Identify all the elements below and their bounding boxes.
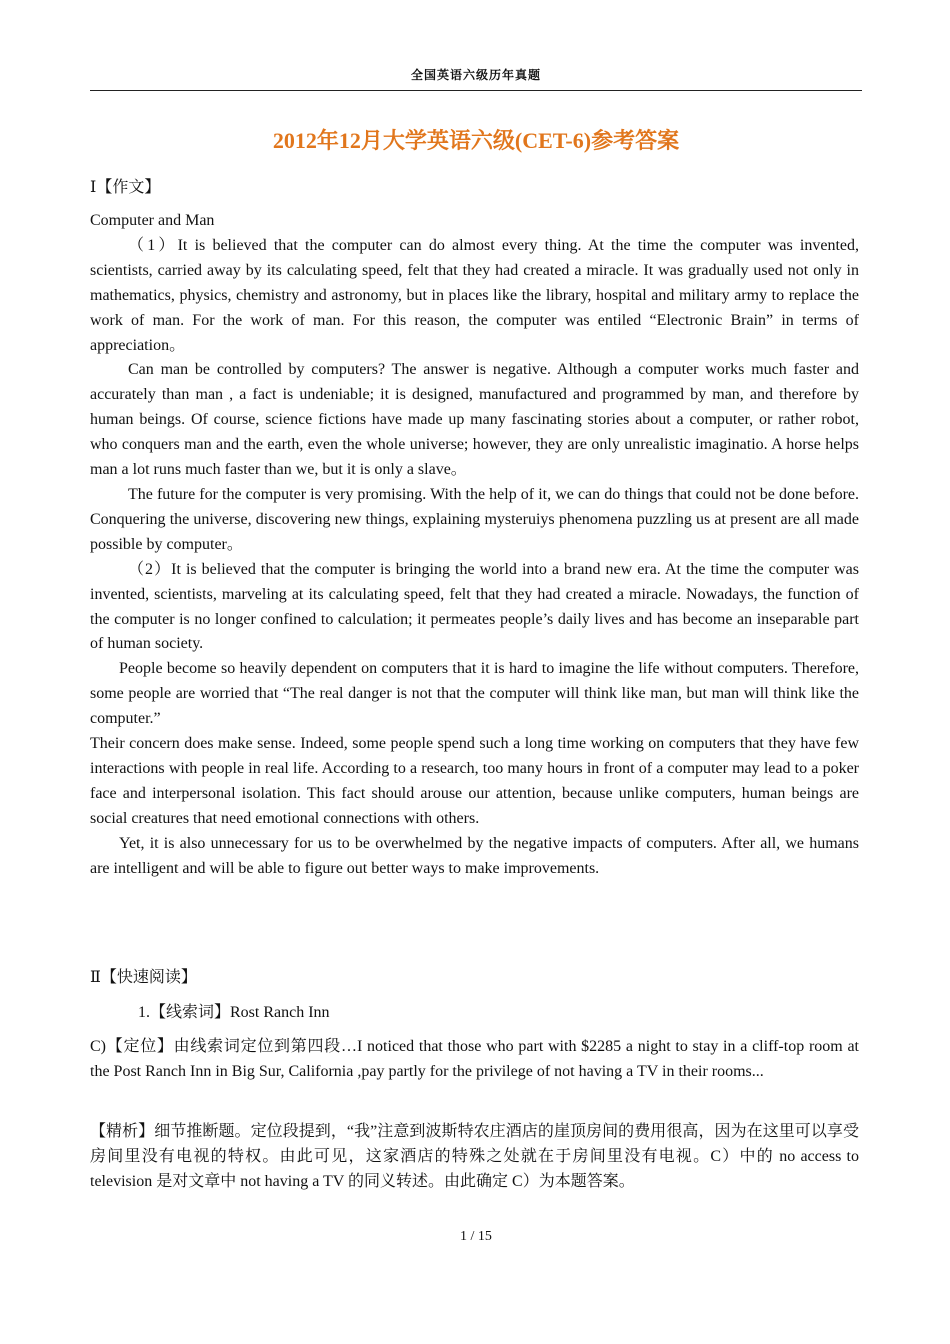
document-title: 2012年12月大学英语六级(CET-6)参考答案	[272, 128, 680, 153]
question-item-1: 1.【线索词】Rost Ranch Inn	[138, 1004, 330, 1021]
essay-title: Computer and Man	[90, 212, 215, 229]
essay-body	[90, 209, 859, 881]
essay-paragraph: （2）It is believed that the computer is bringing the world into a brand new era. At the time the computer was invented, scientists, marveling at its calculating speed, felt that they had created a miracle. Nowadays, the function of the computer is no longer confined to calculation; it permeates people’s daily lives and has become an inseparable part of human society.	[90, 560, 859, 653]
essay-paragraph: Can man be controlled by computers? The answer is negative. Although a computer works much faster and accurately than man , a fact is undeniable; it is designed, manufactured and programmed by man, and therefore by human beings. Of course, science fictions have made up many fascinating stories about a computer, or rather robot, who conquers man and the earth, even the whole universe; however, they are only unrealistic imaginatio. A horse helps man a lot runs much faster than we, but it is only a slave。	[90, 361, 859, 479]
essay-paragraph: The future for the computer is very promising. With the help of it, we can do things that could not be done before. Conquering the universe, discovering new things, explaining mysteruiys phenomena puzzling us at present are all made possible by computer。	[90, 485, 859, 553]
locate-paragraph: C)【定位】由线索词定位到第四段…I noticed that those who part with $2285 a night to stay in a cliff-top room at the Post Ranch Inn in Big Sur, California ,pay partly for the privilege of not having a TV in their rooms...	[90, 1038, 859, 1080]
analysis-paragraph: 【精析】细节推断题。定位段提到，“我”注意到波斯特农庄酒店的崖顶房间的费用很高，因为在这里可以享受房间里没有电视的特权。由此可见，这家酒店的特殊之处就在于房间里没有电视。C）中的 no access to television 是对文章中 not having a TV 的同义转述。由此确定 C）为本题答案。	[90, 1123, 859, 1190]
essay-paragraph: （1）It is believed that the computer can do almost every thing. At the time the computer was invented, scientists, carried away by its calculating speed, felt that they had created a miracle. It was gradually used not only in mathematics, physics, chemistry and astronomy, but in places like the library, hospital and military army to replace the work of man. For the work of man. For this reason, the computer was entiled “Electronic Brain” in terms of appreciation。	[90, 236, 859, 354]
page-number: 1 / 15	[460, 1229, 492, 1244]
header-rule	[90, 90, 862, 91]
essay-paragraph: Their concern does make sense. Indeed, some people spend such a long time working on computers that they have few interactions with people in real life. According to a research, too many hours in front of a computer may lead to a poker face and interpersonal isolation. This fact should arouse our attention, because unlike computers, human beings are social creatures that need emotional connections with others.	[90, 735, 859, 827]
section-heading-fast-reading: Ⅱ【快速阅读】	[90, 969, 197, 986]
running-header: 全国英语六级历年真题	[410, 68, 541, 82]
essay-paragraph: Yet, it is also unnecessary for us to be overwhelmed by the negative impacts of computers. After all, we humans are intelligent and will be able to figure out better ways to make improvements.	[90, 834, 859, 877]
essay-paragraph: People become so heavily dependent on computers that it is hard to imagine the life without computers. Therefore, some people are worried that “The real danger is not that the computer will think like man, but man will think like the computer.”	[90, 660, 859, 728]
section-heading-essay: Ⅰ【作文】	[90, 179, 161, 196]
